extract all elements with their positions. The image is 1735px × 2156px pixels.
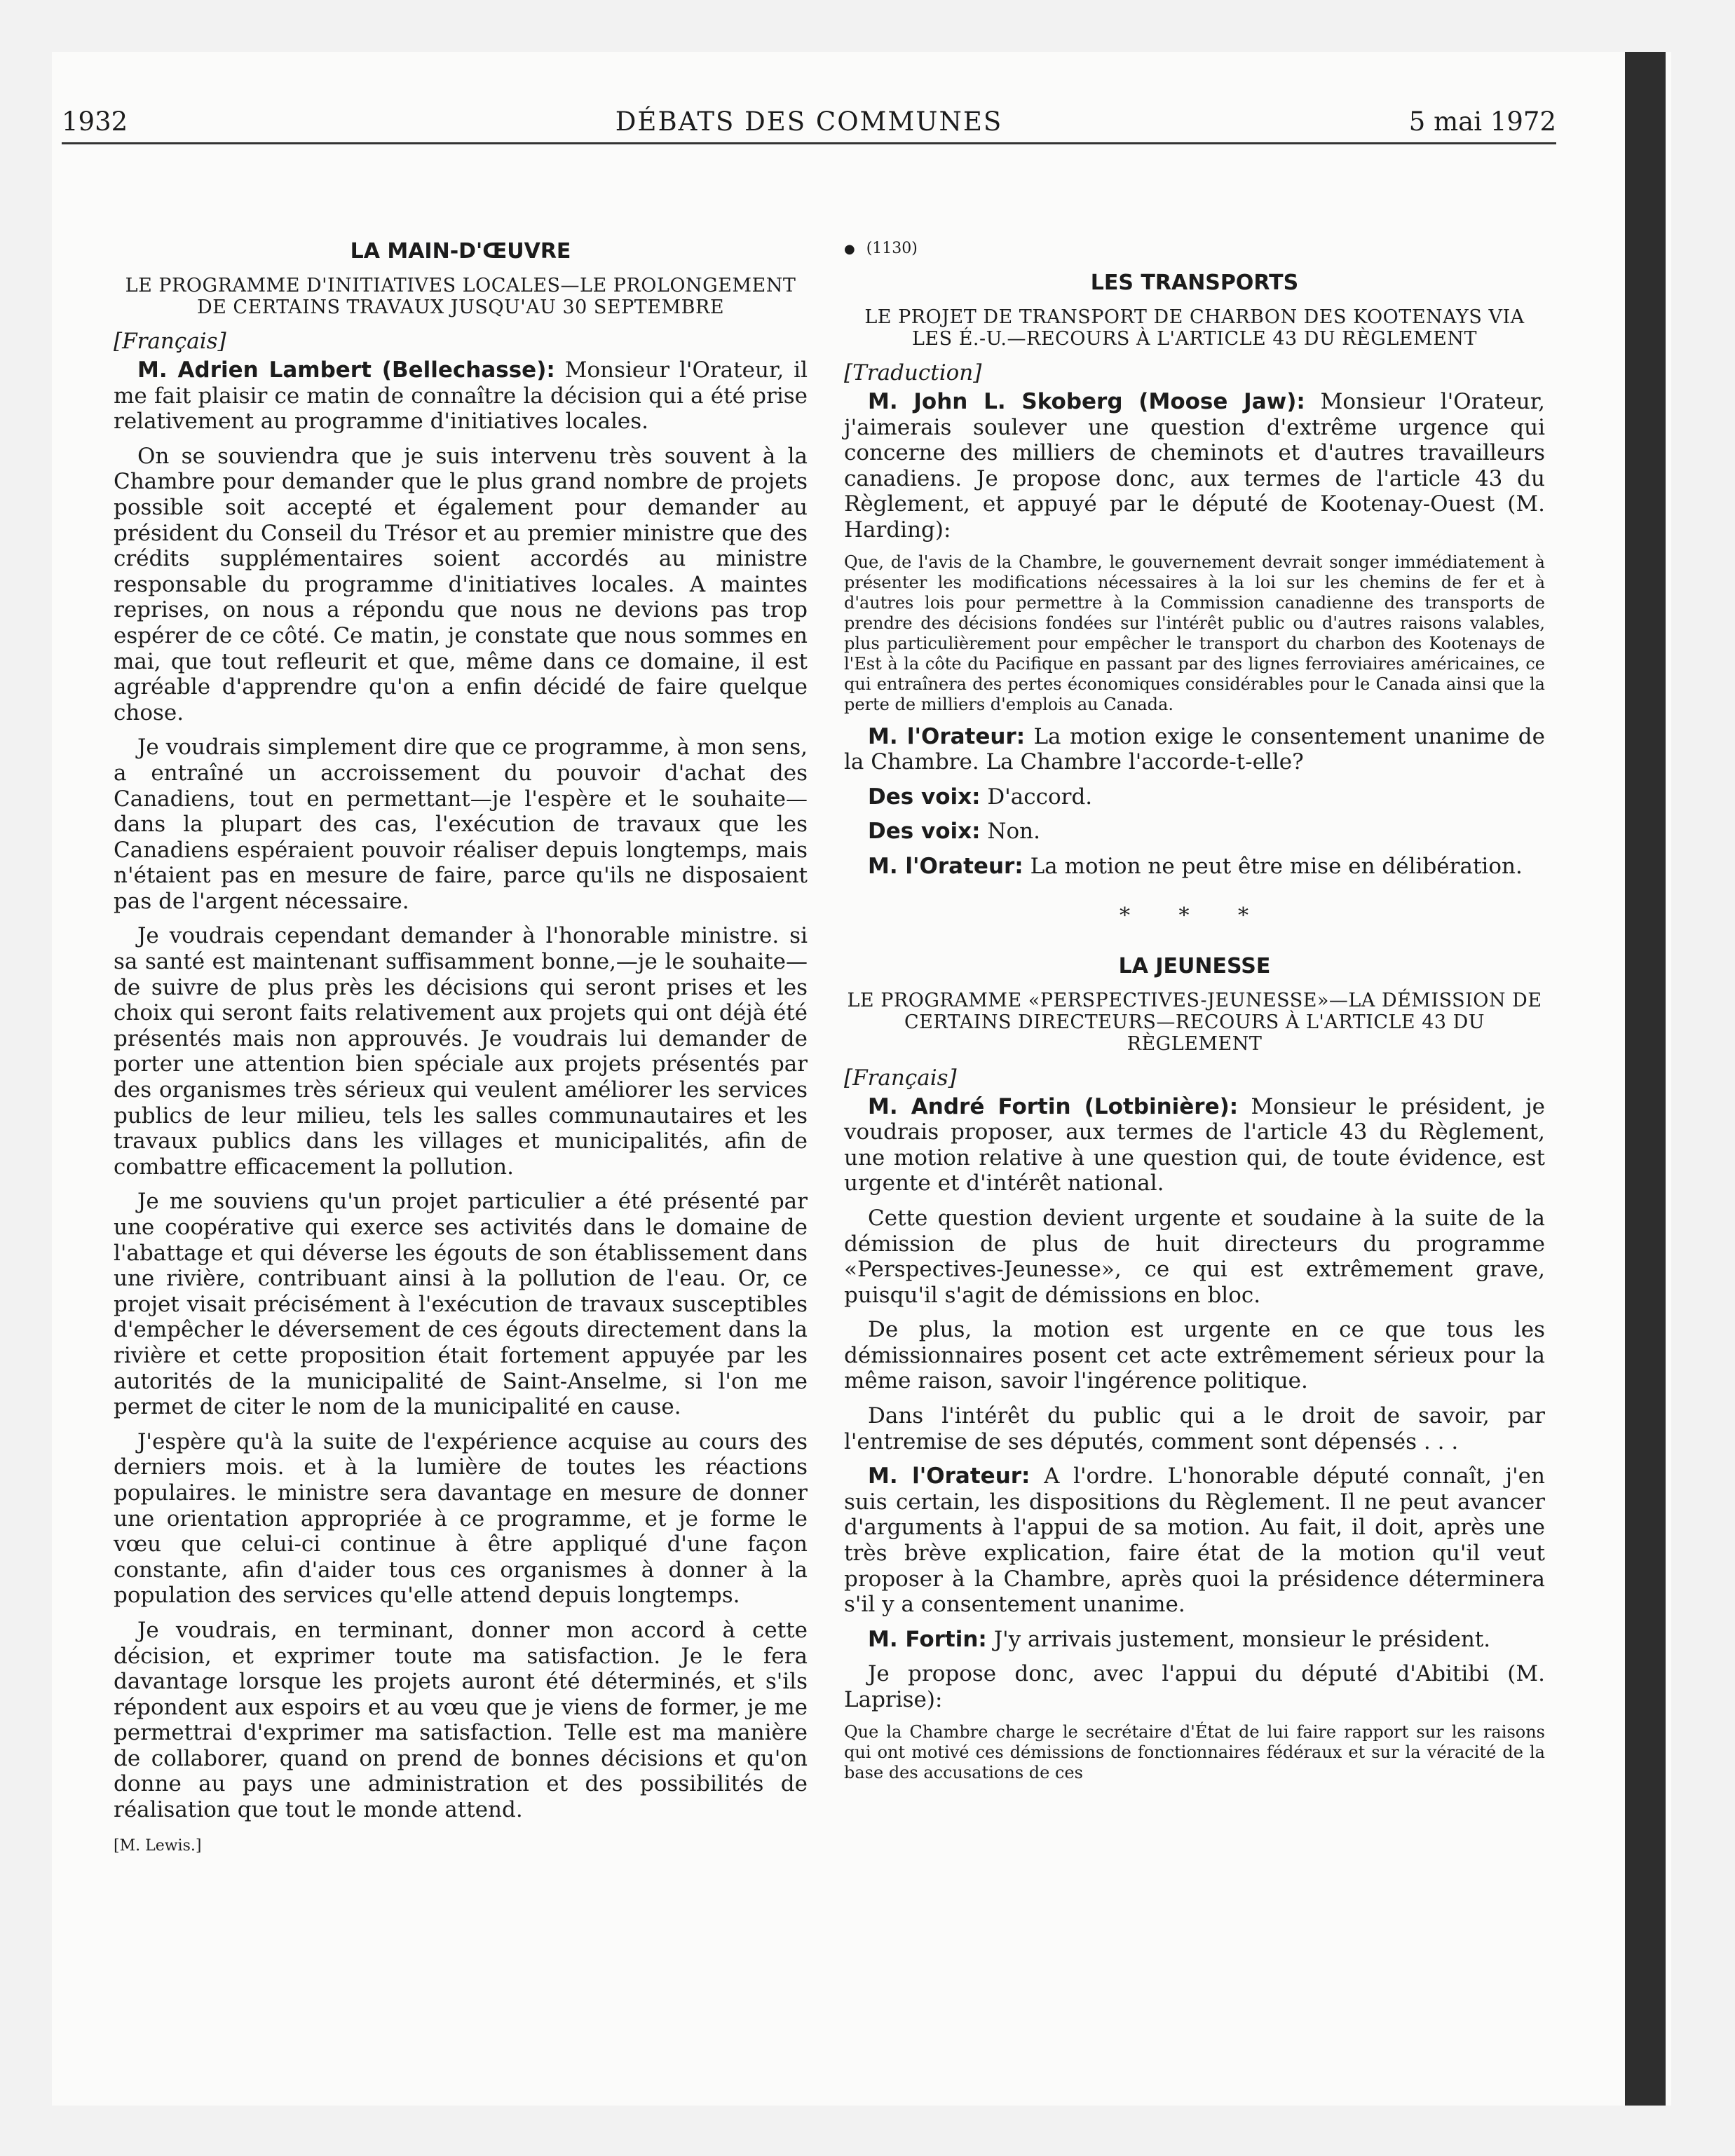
bullet-dot-icon: ● bbox=[844, 242, 855, 257]
speech-paragraph bbox=[114, 357, 808, 435]
speech-text: D'accord. bbox=[987, 784, 1093, 810]
speech-paragraph bbox=[844, 819, 1545, 845]
speaker-footnote: [M. Lewis.] bbox=[114, 1836, 202, 1855]
speaker-name: M. l'Orateur: bbox=[868, 723, 1026, 749]
speech-paragraph bbox=[844, 1464, 1545, 1618]
page-header bbox=[62, 102, 1556, 144]
section-heading: LA MAIN-D'ŒUVRE bbox=[350, 239, 571, 264]
speaker-name: M. Fortin: bbox=[868, 1626, 987, 1652]
speech-paragraph: Je voudrais cependant demander à l'honorable ministre. si sa santé est maintenant suffisamment bonne,—je le souhaite—de suivre de plus près les décisions qui seront prises et les choix qui seront faits relativement aux projets qui ont déjà été présentés mais non approuvés. Je voudrais lui demander de porter une attention bien spéciale aux projets présentés par des organismes très sérieux qui veulent améliorer les services publics de leur milieu, tels les salles communautaires et les travaux publics dans les villages et municipalités, afin de combattre efficacement la pollution. bbox=[114, 923, 808, 1180]
right-column bbox=[844, 238, 1545, 1792]
speech-paragraph: Je me souviens qu'un projet particulier a été présenté par une coopérative qui exerce ses activités dans le domaine de l'abattage et qui déverse les égouts de son établissement dans une rivière, contribuant ainsi à la pollution de l'eau. Or, ce projet visait précisément à l'exécution de travaux susceptibles d'empêcher le déversement de ces égouts directement dans la rivière et cette proposition était fortement appuyée par les autorités de la municipalité de Saint-Anselme, si l'on me permet de citer le nom de la municipalité en cause. bbox=[114, 1189, 808, 1420]
speech-paragraph: Je voudrais simplement dire que ce programme, à mon sens, a entraîné un accroissement du pouvoir d'achat des Canadiens, tout en permettant—je l'espère et le souhaite—dans la plupart des cas, l'exécution de travaux que les Canadiens espéraient pouvoir réaliser depuis longtemps, mais n'étaient pas en mesure de faire, parce qu'ils ne disposaient pas de l'argent nécessaire. bbox=[114, 735, 808, 914]
speech-paragraph bbox=[844, 1627, 1545, 1653]
speaker-name: M. André Fortin (Lotbinière): bbox=[868, 1093, 1239, 1119]
speech-text: La motion ne peut être mise en délibération. bbox=[1030, 853, 1523, 879]
speaker-name: Des voix: bbox=[868, 819, 981, 845]
speech-paragraph bbox=[844, 784, 1545, 810]
language-tag: [Français] bbox=[844, 1065, 957, 1091]
speaker-name: M. l'Orateur: bbox=[868, 853, 1023, 879]
speech-paragraph bbox=[844, 724, 1545, 775]
section-subheading: LE PROGRAMME «PERSPECTIVES-JEUNESSE»—LA DÉMISSION DE CERTAINS DIRECTEURS—RECOURS À L'ARTICLE 43 DU RÈGLEMENT bbox=[847, 989, 1542, 1055]
speech-paragraph: Cette question devient urgente et soudaine à la suite de la démission de plus de huit directeurs du programme «Perspectives-Jeunesse», ce qui est extrêmement grave, puisqu'il s'agit de démissions en bloc. bbox=[844, 1205, 1545, 1308]
publication-title: DÉBATS DES COMMUNES bbox=[615, 107, 1003, 137]
speaker-name: M. John L. Skoberg (Moose Jaw): bbox=[868, 389, 1305, 414]
publication-date: 5 mai 1972 bbox=[1408, 107, 1556, 137]
motion-quote: Que la Chambre charge le secrétaire d'État de lui faire rapport sur les raisons qui ont motivé ces démissions de fonctionnaires fédéraux et sur la véracité de la base des accusations de ces bbox=[844, 1721, 1545, 1782]
speech-paragraph: On se souviendra que je suis intervenu très souvent à la Chambre pour demander que le plus grand nombre de projets possible soit accepté et également pour demander au président du Conseil du Trésor et au premier ministre que des crédits supplémentaires soient accordés au ministre responsable du programme d'initiatives locales. A maintes reprises, on nous a répondu que nous ne devions pas trop espérer de ce côté. Ce matin, je constate que nous sommes en mai, que tout refleurit et que, même dans ce domaine, il est agréable d'apprendre qu'on a enfin décidé de faire quelque chose. bbox=[114, 443, 808, 725]
speech-paragraph bbox=[844, 854, 1545, 880]
page-number: 1932 bbox=[62, 107, 128, 137]
speech-text: Monsieur le président, je voudrais proposer, aux termes de l'article 43 du Règlement, une motion relative à une question qui, de toute évidence, est urgente et d'intérêt national. bbox=[844, 1093, 1546, 1196]
speech-paragraph bbox=[844, 389, 1545, 543]
section-subheading: LE PROJET DE TRANSPORT DE CHARBON DES KOOTENAYS VIA LES É.-U.—RECOURS À L'ARTICLE 43 DU RÈGLEMENT bbox=[864, 306, 1525, 350]
speech-text: Monsieur l'Orateur, j'aimerais soulever une question d'extrême urgence qui concerne des milliers de cheminots et d'autres travailleurs canadiens. Je propose donc, aux termes de l'article 43 du Règlement, et appuyé par le député de Kootenay-Ouest (M. Harding): bbox=[844, 389, 1545, 543]
section-heading: LES TRANSPORTS bbox=[1090, 271, 1299, 295]
language-tag: [Traduction] bbox=[844, 360, 982, 386]
scan-edge-shadow bbox=[1625, 52, 1666, 2106]
section-separator: * * * bbox=[1119, 903, 1270, 928]
left-column bbox=[114, 238, 808, 1857]
speech-text: Monsieur l'Orateur, il me fait plaisir ce matin de connaître la décision qui a été prise relativement au programme d'initiatives locales. bbox=[114, 357, 808, 435]
speech-paragraph: Je propose donc, avec l'appui du député d'Abitibi (M. Laprise): bbox=[844, 1661, 1545, 1712]
section-heading: LA JEUNESSE bbox=[1118, 953, 1271, 978]
speaker-name: Des voix: bbox=[868, 784, 981, 810]
speech-text: Non. bbox=[987, 819, 1040, 845]
speech-text: A l'ordre. L'honorable député connaît, j'en suis certain, les dispositions du Règlement. Il ne peut avancer d'arguments à l'appui de sa motion. Au fait, il doit, après une très brève explication, faire état de la motion qu'il veut proposer à la Chambre, après quoi la présidence déterminera s'il y a consentement unanime. bbox=[844, 1464, 1545, 1618]
section-subheading: LE PROGRAMME D'INITIATIVES LOCALES—LE PROLONGEMENT DE CERTAINS TRAVAUX JUSQU'AU 30 SEPTEMBRE bbox=[125, 275, 796, 318]
speech-text: J'y arrivais justement, monsieur le président. bbox=[993, 1626, 1491, 1652]
time-marker-text: (1130) bbox=[866, 240, 918, 257]
speech-paragraph: Dans l'intérêt du public qui a le droit de savoir, par l'entremise de ses députés, comment sont dépensés . . . bbox=[844, 1403, 1545, 1454]
motion-quote: Que, de l'avis de la Chambre, le gouvernement devrait songer immédiatement à présenter les modifications nécessaires à la loi sur les chemins de fer et à d'autres lois pour permettre à la Commission canadienne des transports de prendre des décisions fondées sur l'intérêt public ou d'autres raisons valables, plus particulièrement pour empêcher le transport du charbon des Kootenays de l'Est à la côte du Pacifique en passant par des lignes ferroviaires américaines, ce qui entraînera des pertes économiques considérables pour le Canada ainsi que la perte de milliers d'emplois au Canada. bbox=[844, 552, 1545, 714]
speech-paragraph: J'espère qu'à la suite de l'expérience acquise au cours des derniers mois. et à la lumière de toutes les réactions populaires. le ministre sera davantage en mesure de donner une orientation appropriée à ce programme, et je forme le vœu que celui-ci continue à être appliqué d'une façon constante, afin d'aider tous ces organismes à donner à la population des services qu'elle attend depuis longtemps. bbox=[114, 1428, 808, 1609]
speaker-name: M. l'Orateur: bbox=[868, 1464, 1030, 1489]
time-marker bbox=[844, 238, 1545, 260]
speaker-name: M. Adrien Lambert (Bellechasse): bbox=[137, 357, 555, 383]
speech-paragraph: Je voudrais, en terminant, donner mon accord à cette décision, et exprimer toute ma satisfaction. Je le fera davantage lorsque les projets auront été déterminés, et s'ils répondent aux espoirs et au vœu que je viens de former, je me permettrai d'exprimer ma satisfaction. Telle est ma manière de collaborer, quand on prend de bonnes décisions et qu'on donne au pays une administration et des possibilités de réalisation que tout le monde attend. bbox=[114, 1617, 808, 1823]
language-tag: [Français] bbox=[114, 329, 226, 354]
speech-text: La motion exige le consentement unanime de la Chambre. La Chambre l'accorde-t-elle? bbox=[844, 723, 1545, 775]
speech-paragraph bbox=[844, 1094, 1545, 1196]
speech-paragraph: De plus, la motion est urgente en ce que tous les démissionnaires posent cet acte extrêmement sérieux pour la même raison, savoir l'ingérence politique. bbox=[844, 1317, 1545, 1394]
